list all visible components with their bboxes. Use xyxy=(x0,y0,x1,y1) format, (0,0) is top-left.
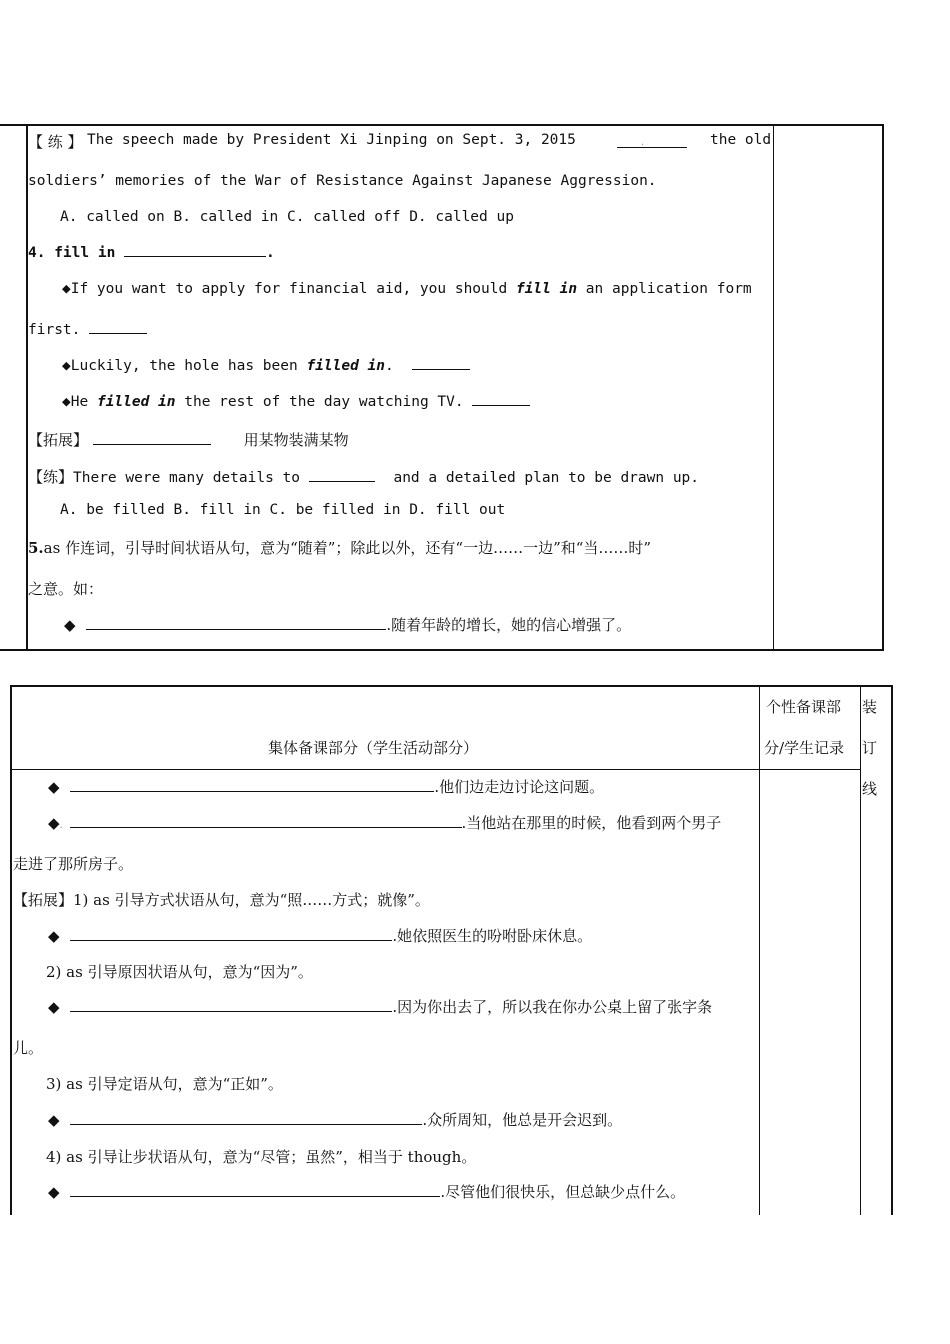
binding-line-char-1: 装 xyxy=(862,698,878,716)
example-5 xyxy=(48,996,712,1017)
sentence-1-line2 xyxy=(28,322,147,338)
example-5-meaning: 因为你出去了，所以我在你办公桌上留了张字条 xyxy=(397,998,713,1016)
sentence-1-blank[interactable] xyxy=(89,332,147,334)
item4-blank[interactable] xyxy=(124,255,266,257)
example-3-line2: 走进了那所房子。 xyxy=(13,855,134,873)
bullet-diamond-icon: ◆ xyxy=(48,778,60,796)
item5-line1 xyxy=(28,537,651,558)
sentence-2-phrase: filled in xyxy=(306,358,386,374)
practice-tag: 【 练 】 xyxy=(28,133,83,151)
extension-1-tag: 【拓展】 xyxy=(13,891,74,909)
bullet-diamond-icon: ◆ xyxy=(48,814,60,832)
practice-sentence-line1: The speech made by President Xi Jinping on Sept. 3, 2015 xyxy=(87,132,576,148)
example-1 xyxy=(64,614,631,635)
extension-blank[interactable] xyxy=(93,443,211,445)
example-5-blank[interactable] xyxy=(70,1010,392,1012)
example-3-meaning: 当他站在那里的时候，他看到两个男子 xyxy=(466,814,722,832)
binding-line-char-3: 线 xyxy=(862,780,878,798)
sentence-2 xyxy=(62,358,470,374)
example-3-period: . xyxy=(461,814,467,832)
sentence-2-text: ◆Luckily, the hole has been xyxy=(62,358,298,374)
example-3: ◆. .当他站在那里的时候，他看到两个男子 xyxy=(48,814,722,832)
extension-4: 4) as 引导让步状语从句，意为“尽管；虽然”，相当于 though。 xyxy=(46,1148,477,1166)
example-7 xyxy=(48,1181,685,1202)
sentence-1-text: ◆If you want to apply for financial aid, you should xyxy=(62,281,508,297)
item5-text: as 作连词，引导时间状语从句，意为“随着”；除此以外，还有“一边……一边”和“当……时” xyxy=(43,539,652,557)
example-2-blank[interactable] xyxy=(70,790,434,792)
example-5-line2: 儿。 xyxy=(13,1039,44,1057)
practice-2 xyxy=(28,466,699,487)
example-4-meaning: 她依照医生的吩咐卧床休息。 xyxy=(397,927,593,945)
bullet-diamond-icon: ◆ xyxy=(48,1111,60,1129)
item4-heading xyxy=(28,245,275,261)
bullet-diamond-icon: ◆ xyxy=(48,927,60,945)
sentence-3-text: ◆He xyxy=(62,394,89,410)
header-right-line1: 个性备课部 xyxy=(766,698,842,716)
sentence-3-phrase: filled in xyxy=(96,394,176,410)
practice-2-options: A. be filled B. fill in C. be filled in D. fill out xyxy=(60,502,506,518)
example-1-meaning: 随着年龄的增长，她的信心增强了。 xyxy=(391,616,632,634)
example-4-blank[interactable] xyxy=(70,939,392,941)
example-5-period: . xyxy=(392,998,398,1016)
example-3-blank[interactable] xyxy=(70,826,462,828)
example-6-period: . xyxy=(422,1111,428,1129)
example-6-blank[interactable] xyxy=(70,1123,422,1125)
bullet-diamond-icon: ◆ xyxy=(48,998,60,1016)
item5-line2: 之意。如： xyxy=(28,580,104,598)
binding-line-char-2: 订 xyxy=(862,739,878,757)
sentence-3 xyxy=(62,394,530,410)
sentence-1-first: first. xyxy=(28,322,81,338)
extension-tag: 【拓展】 xyxy=(28,431,89,449)
extension-meaning: 用某物装满某物 xyxy=(243,431,349,449)
practice-2-blank[interactable] xyxy=(309,480,375,482)
practice-sentence-line1-end: the old xyxy=(710,132,772,148)
sentence-1 xyxy=(62,281,752,297)
extension-1 xyxy=(13,889,430,910)
example-2-period: . xyxy=(434,778,440,796)
example-7-period: . xyxy=(440,1183,446,1201)
example-6 xyxy=(48,1109,622,1130)
item4-label: 4. fill in xyxy=(28,245,116,261)
extension-1-text: 1) as 引导方式状语从句，意为“照……方式；就像”。 xyxy=(73,891,430,909)
sentence-3-blank[interactable] xyxy=(472,404,530,406)
extension-3: 3) as 引导定语从句，意为“正如”。 xyxy=(46,1075,283,1093)
item4-period: . xyxy=(266,245,275,261)
extension-row xyxy=(28,429,349,450)
practice-2-text-end: and a detailed plan to be drawn up. xyxy=(393,470,700,486)
sentence-1-phrase: fill in xyxy=(515,281,578,297)
practice-sentence-line2: soldiers’ memories of the War of Resistance Against Japanese Aggression. xyxy=(28,173,657,189)
example-7-blank[interactable] xyxy=(70,1195,440,1197)
example-7-meaning: 尽管他们很快乐，但总缺少点什么。 xyxy=(445,1183,686,1201)
practice-2-tag: 【练】 xyxy=(28,468,74,486)
practice-options: A. called on B. called in C. called off D. called up xyxy=(60,209,514,225)
example-1-blank[interactable] xyxy=(86,628,386,630)
extension-2: 2) as 引导原因状语从句，意为“因为”。 xyxy=(46,963,313,981)
header-main: 集体备课部分（学生活动部分） xyxy=(268,739,479,757)
example-2 xyxy=(48,776,604,797)
sentence-2-blank[interactable] xyxy=(412,368,470,370)
header-right-line2: 分/学生记录 xyxy=(764,739,845,757)
example-1-period: . xyxy=(386,616,392,634)
example-2-meaning: 他们边走边讨论这问题。 xyxy=(439,778,605,796)
item5-number: 5. xyxy=(28,539,44,557)
sentence-2-period: . xyxy=(385,358,394,374)
answer-blank[interactable]: . xyxy=(617,147,687,148)
practice-2-text: There were many details to xyxy=(73,470,300,486)
bullet-diamond-icon: ◆ xyxy=(48,1183,60,1201)
example-4-period: . xyxy=(392,927,398,945)
sentence-1-text-end: an application form xyxy=(585,281,752,297)
example-4 xyxy=(48,925,592,946)
bullet-diamond-icon: ◆ xyxy=(64,616,76,634)
example-6-meaning: 众所周知，他总是开会迟到。 xyxy=(427,1111,623,1129)
sentence-3-text-end: the rest of the day watching TV. xyxy=(184,394,464,410)
